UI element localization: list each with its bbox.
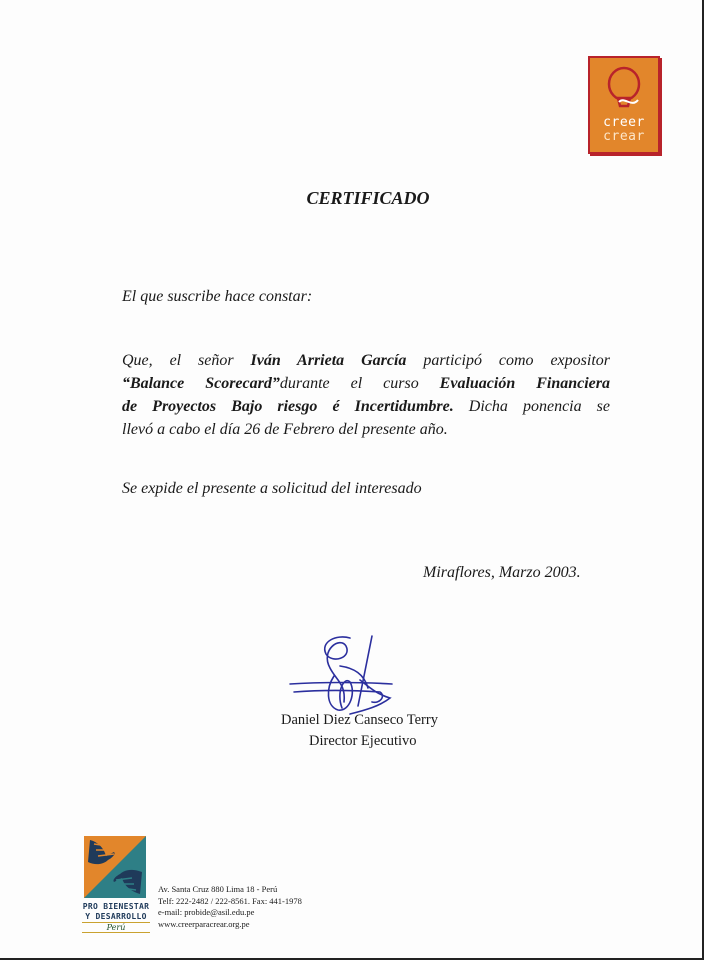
- footer-email: e-mail: probide@asil.edu.pe: [158, 907, 255, 917]
- creer-crear-logo: [588, 56, 660, 154]
- intro-line: El que suscribe hace constar:: [122, 288, 313, 305]
- body-line-3: de Proyectos Bajo riesgo é Incertidumbre. Dicha ponencia se: [122, 398, 610, 415]
- recipient-name: Iván Arrieta García: [250, 352, 407, 369]
- footer-address: Av. Santa Cruz 880 Lima 18 - Perú: [158, 884, 278, 894]
- closing-line: Se expide el presente a solicitud del interesado: [122, 480, 422, 497]
- course-name-part1: Evaluación Financiera: [439, 375, 611, 392]
- signer-title: Director Ejecutivo: [309, 733, 417, 749]
- pro-bienestar-wordmark: PRO BIENESTAR Y DESARROLLO: [82, 902, 150, 921]
- pro-bienestar-logo: [84, 836, 146, 898]
- signer-name: Daniel Diez Canseco Terry: [281, 712, 438, 728]
- course-name-part2: de Proyectos Bajo riesgo é Incertidumbre.: [122, 398, 454, 415]
- signature: [280, 632, 400, 722]
- footer-contact: [158, 884, 302, 930]
- document-title: CERTIFICADO: [306, 188, 430, 208]
- topic-title: “Balance Scorecard”: [122, 375, 280, 392]
- footer-phones: Telf: 222-2482 / 222-8561. Fax: 441-1978: [158, 895, 302, 906]
- logo-word-crear: crear: [603, 129, 645, 144]
- body-line-4: llevó a cabo el día 26 de Febrero del presente año.: [122, 421, 448, 438]
- certificate-body: [122, 349, 610, 441]
- pro-bienestar-country: Perú: [82, 922, 150, 933]
- lightbulb-icon: [604, 64, 644, 114]
- logo-word-creer: creer: [603, 115, 645, 130]
- body-line-2: “Balance Scorecard”durante el curso Evaluación Financiera: [122, 375, 611, 392]
- place-date: Miraflores, Marzo 2003.: [423, 564, 581, 581]
- hands-icon: [84, 836, 146, 898]
- footer-website: www.creerparacrear.org.pe: [158, 918, 250, 929]
- body-line-1: Que, el señor Iván Arrieta García participó como expositor: [122, 352, 611, 369]
